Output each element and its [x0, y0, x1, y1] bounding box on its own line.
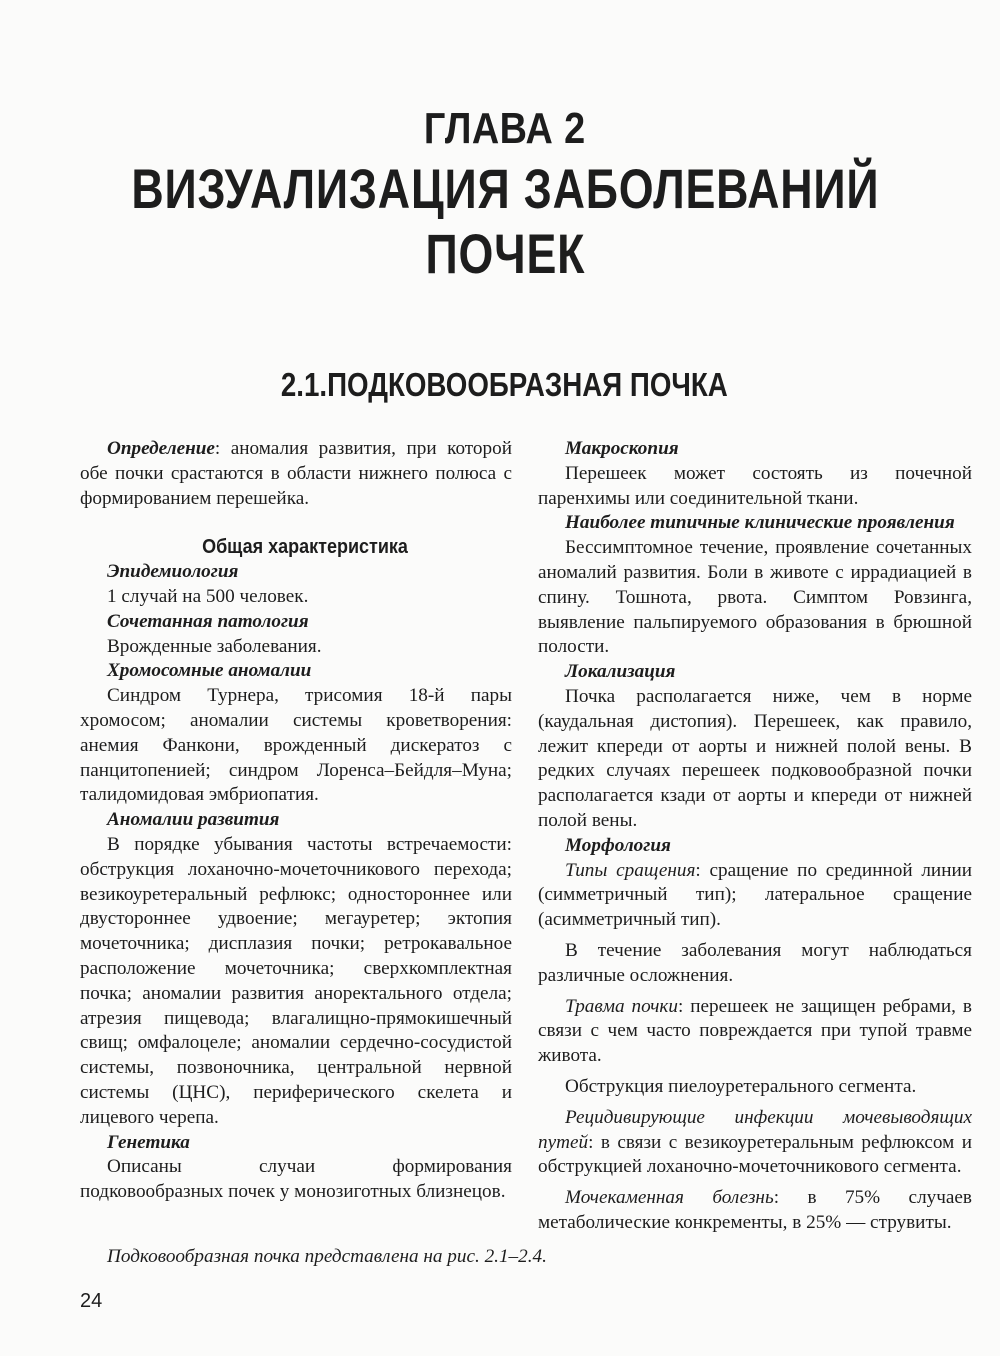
trauma-term: Травма почки	[565, 995, 678, 1017]
genetics-heading: Генетика	[107, 1131, 190, 1153]
infection-text: : в связи с везикоуретеральным рефлюксом и обструкцией лоханочно-мочеточникового сегмента.	[538, 1131, 972, 1178]
infection-term: Рецидивирующие инфекции мочевыводящих путей	[538, 1106, 972, 1153]
trauma-paragraph	[538, 995, 972, 1069]
clinical-heading: Наиболее типичные клинические проявления	[565, 512, 955, 534]
comorbid-heading: Сочетанная патология	[107, 610, 309, 632]
obstruction-text: Обструкция пиелоуретерального сегмента.	[565, 1075, 917, 1097]
localization-heading: Локализация	[565, 661, 676, 683]
right-column	[538, 437, 972, 1236]
left-column	[80, 437, 512, 1205]
definition-paragraph	[80, 437, 512, 511]
page-number: 24	[80, 1290, 103, 1312]
anomalies-heading: Аномалии развития	[107, 809, 280, 831]
epidemiology-text: 1 случай на 500 человек.	[107, 585, 309, 607]
genetics-text: Описаны случаи формирования подковообразных почек у монозиготных близнецов.	[80, 1156, 512, 1203]
epidemiology-heading: Эпидемиология	[107, 561, 239, 583]
general-characteristics-heading: Общая характеристика	[202, 536, 408, 559]
chromosomal-heading: Хромосомные аномалии	[107, 660, 312, 682]
fusion-paragraph	[538, 859, 972, 933]
complications-text: В течение заболевания могут наблюдаться различные осложнения.	[538, 939, 972, 986]
clinical-text: Бессимптомное течение, проявление сочетанных аномалий развития. Боли в животе с иррадиацией в спину. Тошнота, рвота. Симптом Ровзинга, выявление пальпируемого образования в брюшной полости.	[538, 537, 972, 658]
comorbid-text: Врожденные заболевания.	[107, 635, 322, 657]
anomalies-text: В порядке убывания частоты встречаемости: обструкция лоханочно-мочеточникового перехода; везикоуретеральный рефлюкс; одностороннее или двустороннее удвоение; мегауретер; эктопия мочеточника; дисплазия почки; ретрокавальное расположение мочеточника; сверхкомплектная почка; аномалии развития аноректального отдела; атрезия пищевода; влагалищно-прямокишечный свищ; омфалоцеле; аномалии сердечно-сосудистой системы, позвоночника, центральной нервной системы (ЦНС), периферического скелета и лицевого черепа.	[80, 833, 512, 1128]
infection-paragraph	[538, 1106, 972, 1180]
fusion-text: : сращение по срединной линии (симметричный тип); латеральное сращение (асимметричный тип).	[538, 859, 973, 931]
localization-text: Почка располагается ниже, чем в норме (каудальная дистопия). Перешеек, как правило, лежит кпереди от аорты и нижней полой вены. В редких случаях перешеек подковообразной почки располагается кзади от аорты и кпереди от нижней полой вены.	[538, 685, 972, 831]
chapter-label: ГЛАВА 2	[423, 104, 586, 153]
macroscopy-text: Перешеек может состоять из почечной паренхимы или соединительной ткани.	[538, 462, 972, 509]
definition-text: : аномалия развития, при которой обе почки срастаются в области нижнего полюса с формированием перешейка.	[80, 438, 512, 509]
chapter-title: ВИЗУАЛИЗАЦИЯ ЗАБОЛЕВАНИЙ ПОЧЕК	[131, 157, 880, 285]
fusion-term: Типы сращения	[565, 859, 696, 881]
figure-reference-caption: Подковообразная почка представлена на рис. 2.1–2.4.	[107, 1246, 547, 1267]
definition-term: Определение	[107, 438, 215, 459]
stones-paragraph	[538, 1186, 972, 1236]
chromosomal-text: Синдром Турнера, трисомия 18-й пары хромосом; аномалии системы кроветворения: анемия Фанкони, врожденный дискератоз с панцитопенией; синдром Лоренса–Бейдля–Муна; талидомидовая эмбриопатия.	[80, 685, 512, 806]
morphology-heading: Морфология	[565, 834, 671, 856]
section-title: 2.1.ПОДКОВООБРАЗНАЯ ПОЧКА	[280, 366, 728, 403]
trauma-text: : перешеек не защищен ребрами, в связи с чем часто повреждается при тупой травме живота.	[538, 995, 972, 1067]
stones-text: : в 75% случаев метаболические конкременты, в 25% — струвиты.	[538, 1187, 972, 1233]
stones-term: Мочекаменная болезнь	[565, 1187, 774, 1209]
macroscopy-heading: Макроскопия	[565, 438, 679, 459]
